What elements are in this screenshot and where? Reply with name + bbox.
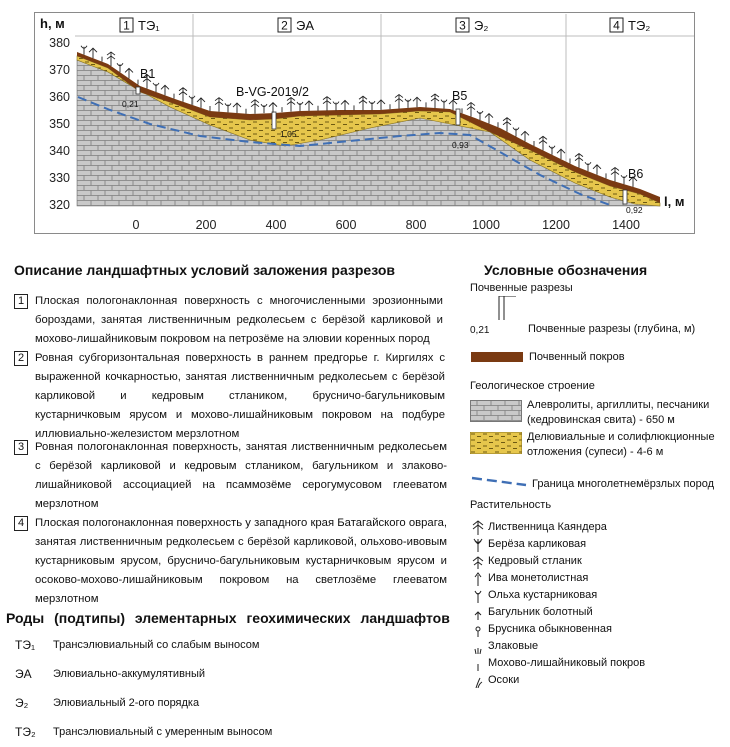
- type-code-1: ТЭ₁: [15, 638, 36, 652]
- soil-pit-b6: [623, 190, 627, 204]
- lingonberry-icon: [472, 621, 484, 637]
- legend-permafrost-label: Граница многолетнемёрзлых пород: [532, 478, 715, 490]
- landscape-profile: [34, 12, 696, 234]
- description-text-1: Плоская пологонаклонная поверхность с многочисленными эрозионными бороздами, занятая лиственничным редколесьем с берёзой карликовой и мохово-лишайниковым покровом на петрозёме на элювии коренных пород: [35, 295, 443, 345]
- description-text-2: Ровная субгоризонтальная поверхность в раннем предгорье г. Киргилях с выраженной кочкарностью, занятая лиственничным редколесьем с берёзой карликовой и кедровым стлаником, брусничо-багульниковым кустарничковым ярусом и мохово-лишайниковым покровом на подбуре иллювиально-железистом мерзлотном: [35, 352, 445, 440]
- zone-code: Э₂: [474, 18, 489, 33]
- bedrock-layer: [77, 60, 660, 206]
- y-tick-labels: [49, 36, 70, 212]
- y-tick-label: 330: [49, 171, 70, 185]
- ledum-icon: [472, 604, 484, 620]
- type-name-3: Элювиальный 2-ого порядка: [53, 697, 200, 709]
- legend-soil-swatch: [471, 352, 523, 362]
- legend-rock-swatch: [470, 400, 522, 422]
- description-text-3: Ровная пологонаклонная поверхность, занятая лиственничным редколесьем с берёзой карликовой и кедровым стлаником, багульником и злаково-лишайниковой ассоциацией на псаммозёме серогумусовом глееватом мерзлотном: [35, 441, 447, 510]
- x-axis-label: l, м: [664, 194, 685, 209]
- x-tick-label: 1000: [472, 218, 500, 232]
- pit-depth: 0,21: [122, 99, 139, 109]
- legend-pit-icon: [498, 296, 518, 322]
- x-tick-label: 1200: [542, 218, 570, 232]
- legend-vegetation-label: Ива монетолистная: [488, 572, 589, 584]
- legend-vegetation-label: Багульник болотный: [488, 606, 593, 618]
- description-num-3: 3: [14, 440, 28, 455]
- alder-icon: [472, 587, 484, 603]
- y-tick-label: 320: [49, 198, 70, 212]
- type-code-4: ТЭ₂: [15, 725, 36, 739]
- type-name-1: Трансэлювиальный со слабым выносом: [53, 639, 260, 651]
- zone-number: 3: [459, 18, 466, 33]
- zone-number: 1: [123, 18, 130, 33]
- type-name-4: Трансэлювиальный с умеренным выносом: [53, 726, 273, 738]
- legend-vegetation-label: Ольха кустарниковая: [488, 589, 598, 601]
- legend-pit-depth-sample: 0,21: [470, 325, 490, 336]
- y-tick-label: 340: [49, 144, 70, 158]
- soil-pit-b5: [456, 109, 460, 125]
- legend-vegetation-label: Брусника обыкновенная: [488, 623, 612, 635]
- zone-code: ТЭ₁: [138, 18, 160, 33]
- grass-icon: [472, 638, 484, 654]
- x-tick-label: 400: [265, 218, 287, 232]
- pit-depth: 0,92: [626, 205, 643, 215]
- legend-title: Условные обозначения: [484, 262, 648, 278]
- zone-code: ТЭ₂: [628, 18, 651, 33]
- soil-pit-b-vg: [272, 112, 276, 129]
- type-code-3: Э₂: [15, 696, 29, 710]
- pit-name: B-VG-2019/2: [236, 85, 309, 99]
- pit-depth: 1,05: [280, 129, 297, 139]
- x-tick-label: 0: [132, 218, 140, 232]
- legend-pits-label: Почвенные разрезы: [470, 282, 573, 294]
- x-tick-label: 600: [335, 218, 357, 232]
- legend-vegetation-label: Осоки: [488, 674, 520, 686]
- type-name-2: Элювиально-аккумулятивный: [53, 668, 206, 680]
- y-tick-label: 350: [49, 117, 70, 131]
- legend-vegetation-title: Растительность: [470, 499, 552, 511]
- sedge-icon: [472, 672, 484, 688]
- pit-name: B6: [628, 167, 644, 181]
- pit-name: B5: [452, 89, 468, 103]
- y-tick-label: 380: [49, 36, 70, 50]
- legend-geology-title: Геологическое строение: [470, 380, 595, 392]
- larch-icon: [472, 519, 484, 535]
- descriptions-title: Описание ландшафтных условий заложения разрезов: [14, 262, 395, 278]
- willow-icon: [472, 570, 484, 586]
- zone-number: 4: [613, 18, 620, 33]
- legend-vegetation-label: Лиственница Каяндера: [488, 521, 607, 533]
- description-num-1: 1: [14, 294, 28, 309]
- type-code-2: ЭА: [15, 667, 32, 681]
- legend-vegetation-label: Злаковые: [488, 640, 539, 652]
- legend-permafrost-line: [470, 474, 528, 488]
- legend-vegetation-label: Берёза карликовая: [488, 538, 587, 550]
- zone-code: ЭА: [296, 18, 315, 33]
- legend-deposit-swatch: [470, 432, 522, 454]
- x-tick-label: 1400: [612, 218, 640, 232]
- description-text-4: Плоская пологонаклонная поверхность у западного края Батагайского оврага, занятая лиственничным редколесьем с берёзой карликовой, ольхово-ивовым кустарниковым ярусом, брусничо-багульниковым кустарничковым ярусом и осоково-мохово-лишайниковым покровом на светлозёме глееватом мерзлотном: [35, 517, 447, 605]
- y-tick-label: 370: [49, 63, 70, 77]
- birch-icon: [472, 536, 484, 552]
- x-tick-labels: [133, 218, 640, 232]
- description-num-2: 2: [14, 351, 28, 366]
- legend-rock-label: Алевролиты, аргиллиты, песчаники (кедровинская свита) - 650 м: [527, 399, 710, 426]
- x-tick-label: 800: [405, 218, 427, 232]
- legend-vegetation-label: Кедровый стланик: [488, 555, 582, 567]
- zone-number: 2: [281, 18, 288, 33]
- x-tick-label: 200: [195, 218, 217, 232]
- pit-name: B1: [140, 67, 156, 81]
- types-title: Роды (подтипы) элементарных геохимических ландшафтов: [6, 610, 450, 626]
- pit-depth: 0,93: [452, 140, 469, 150]
- moss-icon: [472, 655, 484, 671]
- y-tick-label: 360: [49, 90, 70, 104]
- zone-labels: [120, 18, 650, 33]
- legend-vegetation-label: Мохово-лишайниковый покров: [488, 657, 646, 669]
- soil-pit-b1: [136, 87, 140, 94]
- legend-soil-label: Почвенный покров: [529, 351, 625, 363]
- legend-pit-depth-label: Почвенные разрезы (глубина, м): [528, 323, 696, 335]
- description-num-4: 4: [14, 516, 28, 531]
- pine-icon: [472, 553, 484, 569]
- legend-deposit-label: Делювиальные и солифлюкционные отложения (супеси) - 4-6 м: [527, 431, 715, 458]
- y-axis-label: h, м: [40, 16, 65, 31]
